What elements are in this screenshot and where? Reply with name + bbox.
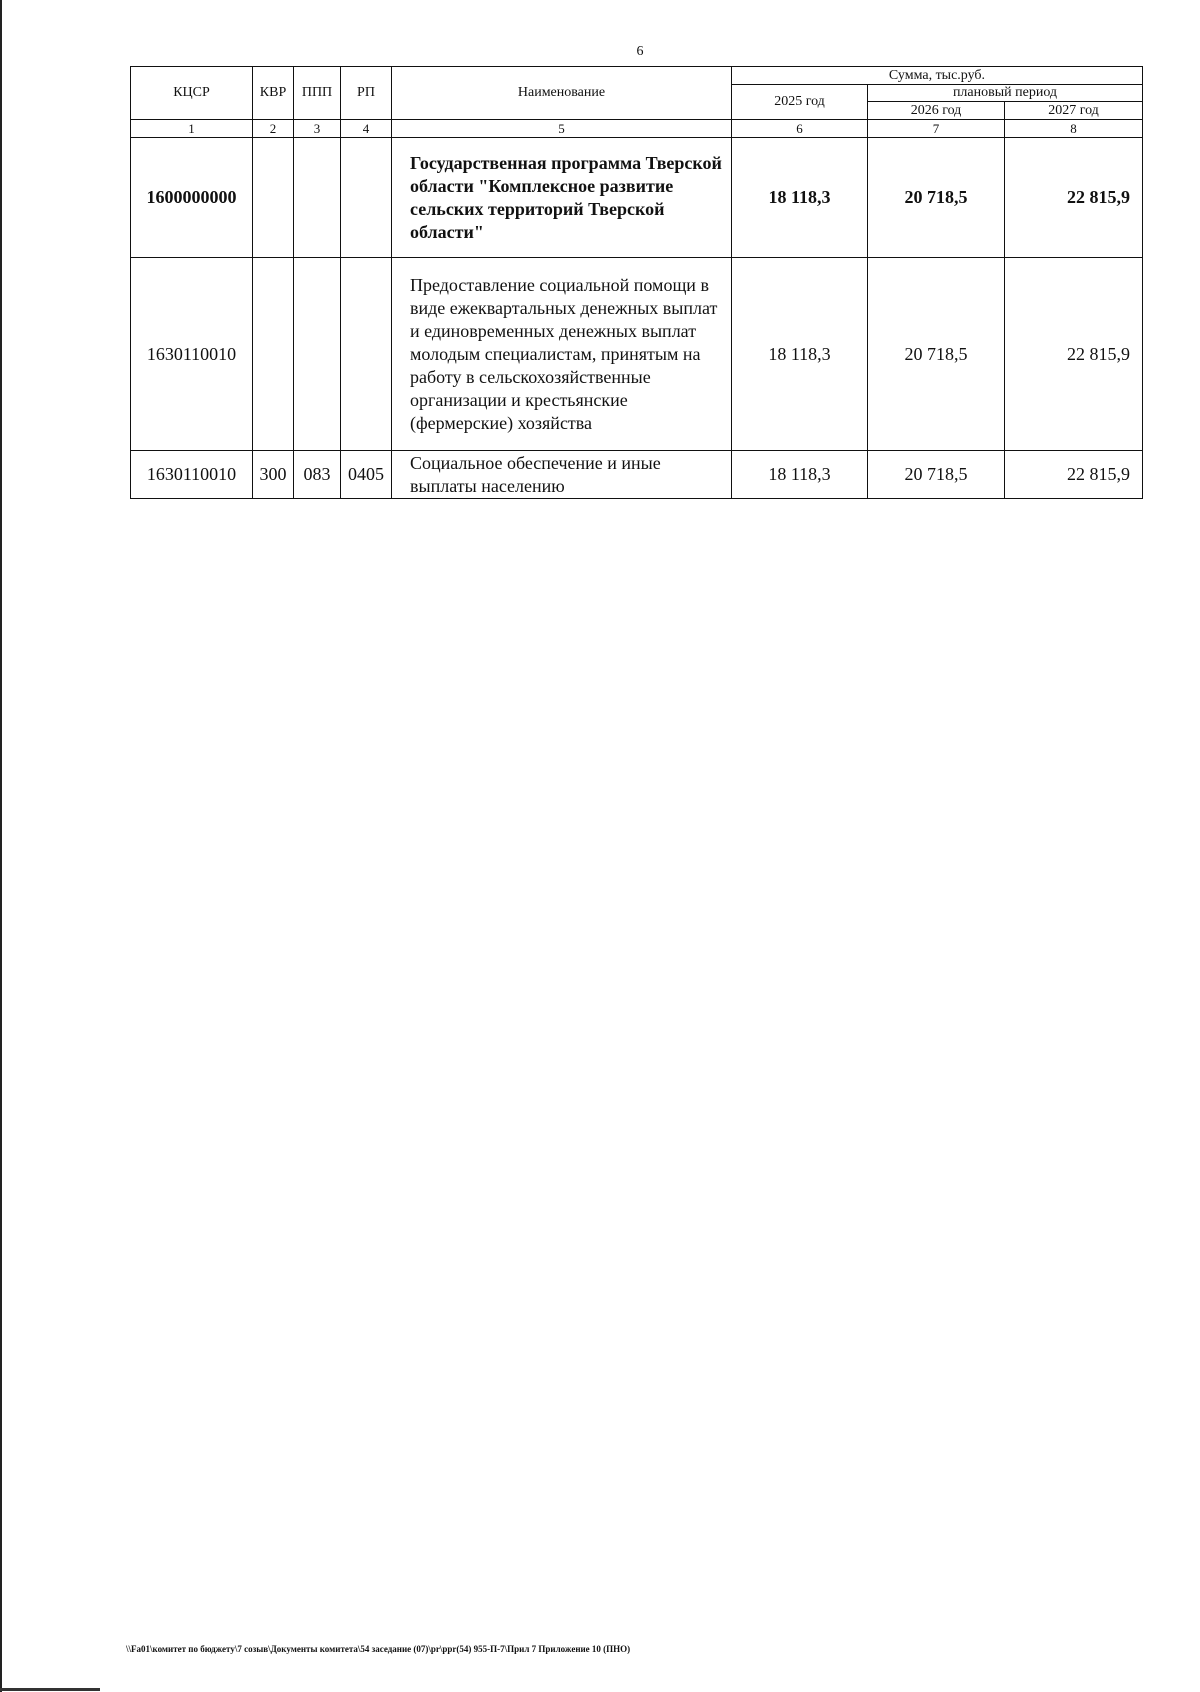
header-kvr: КВР: [253, 67, 294, 120]
row-rp: 0405: [341, 451, 392, 499]
row-rp: [341, 138, 392, 258]
row-amount-2025: 18 118,3: [732, 258, 868, 451]
scan-edge-line: [0, 0, 2, 1692]
row-amount-2027: 22 815,9: [1005, 138, 1143, 258]
row-ppp: 083: [294, 451, 341, 499]
row-name: Социальное обеспечение и иные выплаты населению: [392, 451, 732, 499]
header-year-2025: 2025 год: [732, 85, 868, 120]
column-number: 6: [732, 120, 868, 138]
row-kcsr: 1630110010: [131, 258, 253, 451]
column-number: 1: [131, 120, 253, 138]
row-kcsr: 1630110010: [131, 451, 253, 499]
column-number-row: [131, 120, 1143, 138]
row-ppp: [294, 138, 341, 258]
header-sum: Сумма, тыс.руб.: [732, 67, 1143, 85]
header-rp: РП: [341, 67, 392, 120]
row-kvr: [253, 138, 294, 258]
row-amount-2026: 20 718,5: [868, 138, 1005, 258]
footer-file-path: \\Fa01\комитет по бюджету\7 созыв\Документы комитета\54 заседание (07)\pr\ppr(54) 955-П-7\Прил 7 Приложение 10 (ПНО): [126, 1644, 631, 1654]
row-rp: [341, 258, 392, 451]
scan-bottom-mark: [0, 1688, 100, 1691]
row-name: Государственная программа Тверской области "Комплексное развитие сельских территорий Тверской области": [392, 138, 732, 258]
table-row-activity: [131, 258, 1143, 451]
budget-table: [130, 66, 1143, 499]
row-amount-2026: 20 718,5: [868, 258, 1005, 451]
row-kvr: 300: [253, 451, 294, 499]
table-row-expense-type: [131, 451, 1143, 499]
page-number: 6: [636, 44, 644, 59]
row-name: Предоставление социальной помощи в виде ежеквартальных денежных выплат и единовременных денежных выплат молодым специалистам, принятым на работу в сельскохозяйственные организации и крестьянские (фермерские) хозяйства: [392, 258, 732, 451]
row-amount-2027: 22 815,9: [1005, 258, 1143, 451]
row-amount-2025: 18 118,3: [732, 138, 868, 258]
column-number: 4: [341, 120, 392, 138]
header-ppp: ППП: [294, 67, 341, 120]
row-kvr: [253, 258, 294, 451]
column-number: 7: [868, 120, 1005, 138]
header-name: Наименование: [392, 67, 732, 120]
row-amount-2025: 18 118,3: [732, 451, 868, 499]
header-year-2027: 2027 год: [1005, 102, 1143, 120]
header-kcsr: КЦСР: [131, 67, 253, 120]
column-number: 5: [392, 120, 732, 138]
column-number: 2: [253, 120, 294, 138]
row-amount-2026: 20 718,5: [868, 451, 1005, 499]
header-plan-period: плановый период: [868, 85, 1143, 102]
row-ppp: [294, 258, 341, 451]
table-row-program: [131, 138, 1143, 258]
row-amount-2027: 22 815,9: [1005, 451, 1143, 499]
row-kcsr: 1600000000: [131, 138, 253, 258]
column-number: 8: [1005, 120, 1143, 138]
column-number: 3: [294, 120, 341, 138]
header-year-2026: 2026 год: [868, 102, 1005, 120]
